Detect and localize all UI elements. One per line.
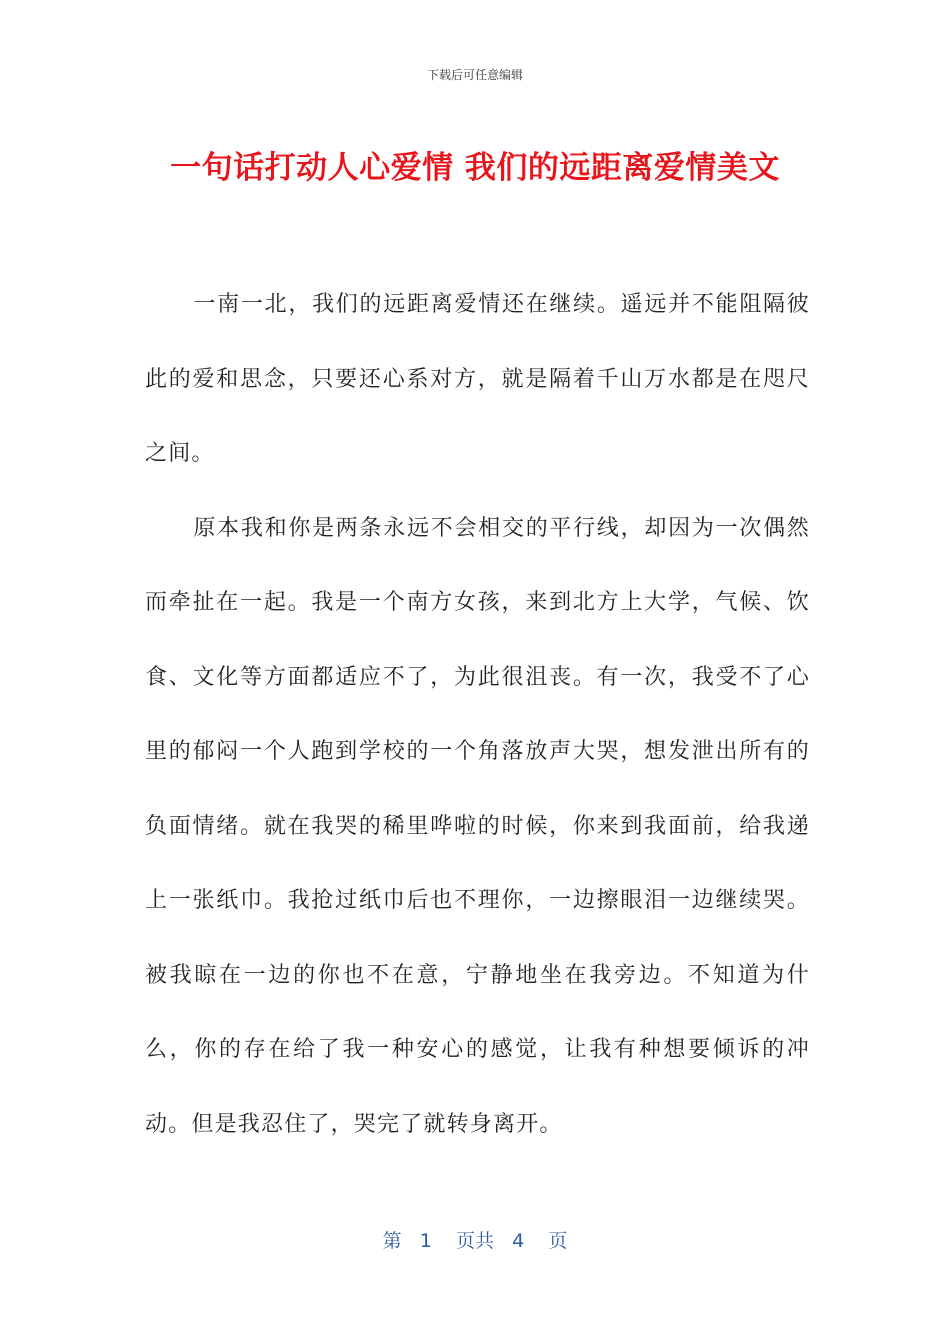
page-label-middle: 页共 (455, 1230, 494, 1252)
page-footer (0, 1226, 950, 1253)
document-title: 一句话打动人心爱情 我们的远距离爱情美文 (170, 150, 780, 186)
paragraph-1: 一南一北，我们的远距离爱情还在继续。遥远并不能阻隔彼此的爱和思念，只要还心系对方，就是隔着千山万水都是在咫尺之间。 (145, 292, 810, 466)
paragraph-2: 原本我和你是两条永远不会相交的平行线，却因为一次偶然而牵扯在一起。我是一个南方女孩，来到北方上大学，气候、饮食、文化等方面都适应不了，为此很沮丧。有一次，我受不了心里的郁闷一个人跑到学校的一个角落放声大哭，想发泄出所有的负面情绪。就在我哭的稀里哗啦的时候，你来到我面前，给我递上一张纸巾。我抢过纸巾后也不理你，一边擦眼泪一边继续哭。被我晾在一边的你也不在意，宁静地坐在我旁边。不知道为什么，你的存在给了我一种安心的感觉，让我有种想要倾诉的冲动。但是我忍住了，哭完了就转身离开。 (145, 515, 810, 1137)
current-page-number: 1 (419, 1230, 432, 1252)
total-pages-number: 4 (512, 1230, 525, 1252)
document-body (145, 268, 810, 1162)
page-label-suffix: 页 (548, 1230, 568, 1252)
page-label-prefix: 第 (382, 1230, 402, 1252)
header-note: 下载后可任意编辑 (426, 68, 523, 82)
